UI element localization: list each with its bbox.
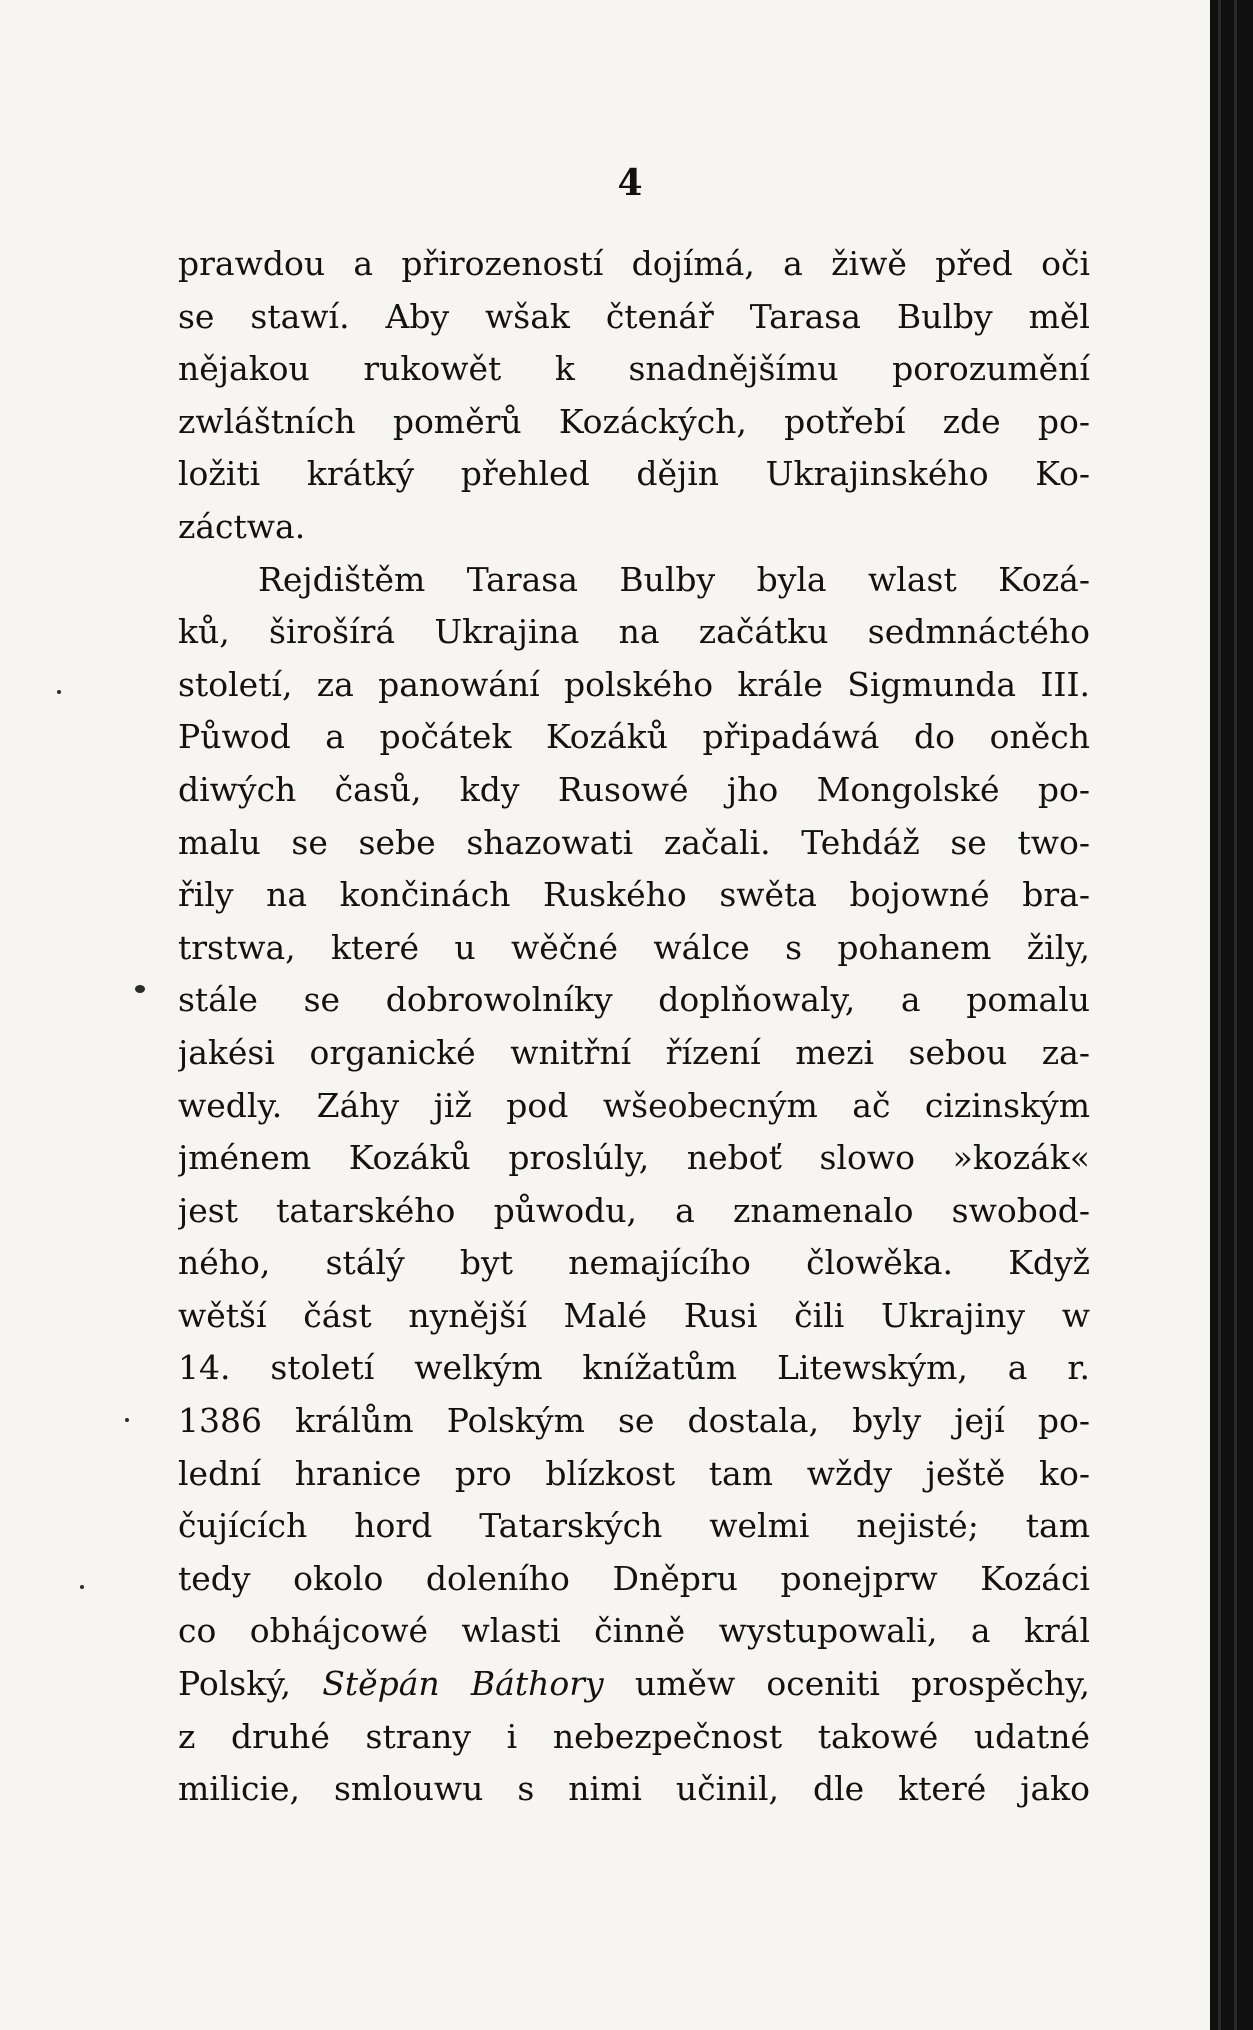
text-line: co obhájcowé wlasti činně wystupowali, a král bbox=[178, 1611, 1090, 1651]
text-line: zwláštních poměrů Kozáckých, potřebí zde po- bbox=[178, 401, 1090, 441]
text-line: řily na končinách Ruského swěta bojowné bra- bbox=[178, 875, 1090, 915]
text-line: ného, stálý byt nemajícího člowěka. Když bbox=[178, 1243, 1090, 1283]
text-line: Půwod a počátek Kozáků připadáwá do oněch bbox=[178, 717, 1090, 757]
text-line: ků, širošírá Ukrajina na začátku sedmnáctého bbox=[178, 612, 1090, 652]
speck-mark bbox=[125, 1418, 129, 1422]
text-line: 14. století welkým knížatům Litewským, a r. bbox=[178, 1348, 1090, 1388]
text-line: stále se dobrowolníky doplňowaly, a pomalu bbox=[178, 980, 1090, 1020]
edge-line bbox=[1234, 0, 1237, 2030]
speck-mark bbox=[135, 985, 145, 993]
text-line: století, za panowání polského krále Sigmunda III. bbox=[178, 664, 1090, 704]
body-text bbox=[178, 238, 1090, 1816]
text-line: diwých časů, kdy Rusowé jho Mongolské po- bbox=[178, 769, 1090, 809]
text-line: nějakou rukowět k snadnějšímu porozumění bbox=[178, 349, 1090, 389]
text-line: z druhé strany i nebezpečnost takowé udatné bbox=[178, 1716, 1090, 1756]
text-line: 1386 králům Polským se dostala, byly její po- bbox=[178, 1401, 1090, 1441]
text-line: ložiti krátký přehled dějin Ukrajinského Ko- bbox=[178, 454, 1090, 494]
text-line: wedly. Záhy již pod wšeobecným ač cizinským bbox=[178, 1085, 1090, 1125]
text-line bbox=[178, 1658, 1090, 1711]
text-line: malu se sebe shazowati začali. Tehdáž se two- bbox=[178, 822, 1090, 862]
page-number: 4 bbox=[617, 162, 643, 204]
italic-name: Stěpán Báthory bbox=[322, 1664, 604, 1704]
text-line: prawdou a přirozeností dojímá, a žiwě před oči bbox=[178, 244, 1090, 283]
text-line: milicie, smlouwu s nimi učinil, dle které jako bbox=[178, 1769, 1090, 1809]
text-segment: Polský, bbox=[178, 1664, 323, 1704]
text-line: čujících hord Tatarských welmi nejisté; tam bbox=[178, 1506, 1090, 1546]
edge-line bbox=[1218, 0, 1221, 2030]
speck-mark bbox=[57, 690, 61, 694]
text-line: jménem Kozáků proslúly, neboť slowo »kozák« bbox=[178, 1138, 1090, 1178]
text-line: wětší část nynější Malé Rusi čili Ukrajiny w bbox=[178, 1295, 1090, 1335]
text-line: se stawí. Aby wšak čtenář Tarasa Bulby měl bbox=[178, 296, 1090, 336]
text-line: lední hranice pro blízkost tam wždy ještě ko- bbox=[178, 1453, 1090, 1493]
text-line: jest tatarského půwodu, a znamenalo swobod- bbox=[178, 1190, 1090, 1230]
speck-mark bbox=[80, 1585, 84, 1589]
text-line: jakési organické wnitřní řízení mezi sebou za- bbox=[178, 1032, 1090, 1072]
text-line: záctwa. bbox=[178, 506, 306, 546]
text-segment: uměw oceniti prospěchy, bbox=[603, 1664, 1090, 1704]
text-line: tedy okolo doleního Dněpru ponejprw Kozáci bbox=[178, 1558, 1090, 1598]
text-line: trstwa, které u wěčné wálce s pohanem žily, bbox=[178, 927, 1090, 967]
scan-edge bbox=[1210, 0, 1253, 2030]
text-line: Rejdištěm Tarasa Bulby byla wlast Kozá- bbox=[258, 559, 1090, 599]
